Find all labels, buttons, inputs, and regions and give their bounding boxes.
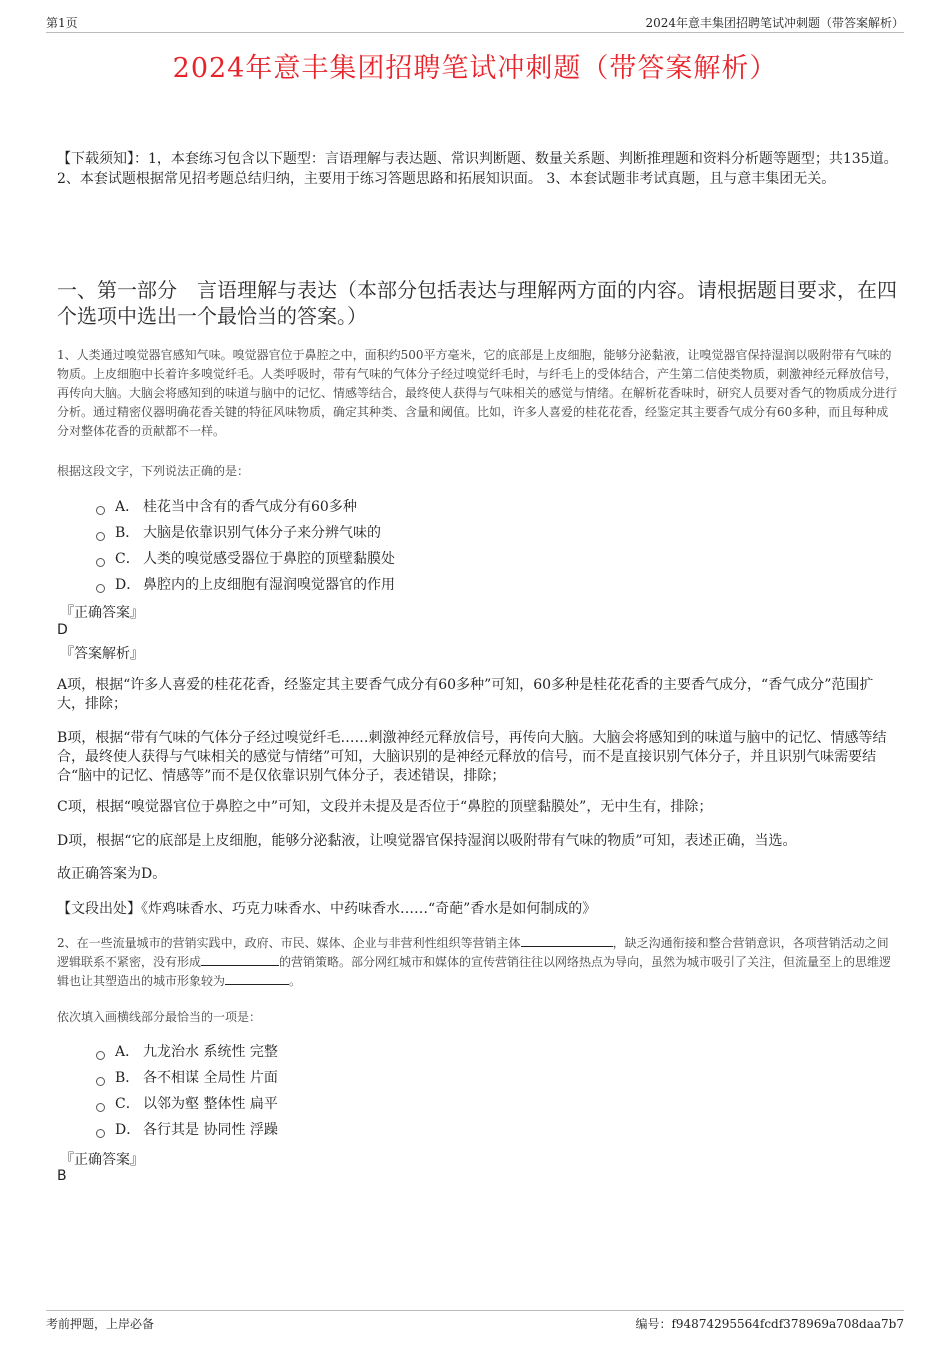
analysis-a: A项，根据“许多人喜爱的桂花花香，经鉴定其主要香气成分有60多种”可知，60多种是桂花花香的主要香气成分，“香气成分”范围扩大，排除； xyxy=(57,677,874,712)
section-heading: 一、第一部分 言语理解与表达（本部分包括表达与理解两方面的内容。请根据题目要求，在四个选项中选出一个最恰当的答案。） xyxy=(57,278,897,328)
analysis-label: 『答案解析』 xyxy=(60,646,144,662)
analysis-b: B项，根据“带有气味的气体分子经过嗅觉纤毛……刺激神经元释放信号，再传向大脑。大脑会将感知到的味道与脑中的记忆、情感等结合，最终使人获得与气味相关的感觉与情绪”可知，大脑识别的是神经元释放的信号，而不是直接识别气体分子，并且识别气味需要结合“脑中的记忆、情感等”而不是仅依靠识别气体分子，表述错误，排除； xyxy=(57,730,887,784)
radio-icon[interactable] xyxy=(96,506,105,515)
option-b[interactable]: B． 大脑是依靠识别气体分子来分辨气味的 xyxy=(96,519,395,545)
answer-label: 『正确答案』 xyxy=(60,1152,144,1168)
answer-value: D xyxy=(57,622,68,638)
option-a[interactable]: A． 九龙治水 系统性 完整 xyxy=(96,1038,278,1064)
radio-icon[interactable] xyxy=(96,1103,105,1112)
option-d[interactable]: D． 各行其是 协同性 浮躁 xyxy=(96,1116,278,1142)
question-1-stem: 1、人类通过嗅觉器官感知气味。嗅觉器官位于鼻腔之中，面积约500平方毫米，它的底部是上皮细胞，能够分泌黏液，让嗅觉器官保持湿润以吸附带有气味的物质。上皮细胞中长着许多嗅觉纤毛。人类呼吸时，带有气味的气体分子经过嗅觉纤毛时，与纤毛上的受体结合，产生第二信使类物质，刺激神经元释放信号，再传向大脑。大脑会将感知到的味道与脑中的记忆、情感等结合，最终使人获得与气味相关的感觉与情绪。在解析花香味时，研究人员要对香气的物质成分进行分析。通过精密仪器明确花香关键的特征风味物质，确定其种类、含量和阈值。比如，许多人喜爱的桂花花香，经鉴定其主要香气成分有60多种，而且每种成分对整体花香的贡献都不一样。 xyxy=(57,348,898,438)
page-footer xyxy=(46,1310,904,1331)
analysis-conclusion: 故正确答案为D。 xyxy=(57,866,167,882)
answer-value: B xyxy=(57,1168,67,1184)
analysis-source: 【文段出处】《炸鸡味香水、巧克力味香水、中药味香水……“奇葩”香水是如何制成的》 xyxy=(57,901,597,917)
option-d[interactable]: D． 鼻腔内的上皮细胞有湿润嗅觉器官的作用 xyxy=(96,571,395,597)
question-1-prompt: 根据这段文字，下列说法正确的是： xyxy=(57,464,250,478)
download-notice: 【下载须知】：1，本套练习包含以下题型：言语理解与表达题、常识判断题、数量关系题、判断推理题和资料分析题等题型；共135道。 2、本套试题根据常见招考题总结归纳，主要用于练习答题思路和拓展知识面。 3、本套试题非考试真题，且与意丰集团无关。 xyxy=(57,151,898,187)
page-number: 第1页 xyxy=(46,16,78,30)
radio-icon[interactable] xyxy=(96,558,105,567)
radio-icon[interactable] xyxy=(96,532,105,541)
fill-blank[interactable] xyxy=(521,934,613,947)
radio-icon[interactable] xyxy=(96,1051,105,1060)
footer-doc-id: 编号：f94874295564fcdf378969a708daa7b7 xyxy=(635,1317,904,1331)
fill-blank[interactable] xyxy=(201,953,279,966)
option-c[interactable]: C． 人类的嗅觉感受器位于鼻腔的顶壁黏膜处 xyxy=(96,545,395,571)
analysis-d: D项，根据“它的底部是上皮细胞，能够分泌黏液，让嗅觉器官保持湿润以吸附带有气味的物质”可知，表述正确，当选。 xyxy=(57,833,797,849)
question-2-options xyxy=(96,1038,278,1142)
page-title: 2024年意丰集团招聘笔试冲刺题（带答案解析） xyxy=(172,53,778,84)
option-b[interactable]: B． 各不相谋 全局性 片面 xyxy=(96,1064,278,1090)
radio-icon[interactable] xyxy=(96,1129,105,1138)
header-doc-title: 2024年意丰集团招聘笔试冲刺题（带答案解析） xyxy=(645,16,904,30)
question-1-options xyxy=(96,493,395,597)
question-2-stem: 2、在一些流量城市的营销实践中，政府、市民、媒体、企业与非营利性组织等营销主体 ，缺乏沟通衔接和整合营销意识，各项营销活动之间逻辑联系不紧密，没有形成 的营销策略。部分网红城市和媒体的宣传营销往往以网络热点为导向，虽然为城市吸引了关注，但流量至上的思维逻辑也让其塑造出的城市形象较为 。 xyxy=(57,936,892,988)
footer-slogan: 考前押题，上岸必备 xyxy=(46,1317,155,1331)
option-c[interactable]: C． 以邻为壑 整体性 扁平 xyxy=(96,1090,278,1116)
radio-icon[interactable] xyxy=(96,584,105,593)
answer-label: 『正确答案』 xyxy=(60,605,144,621)
radio-icon[interactable] xyxy=(96,1077,105,1086)
fill-blank[interactable] xyxy=(225,972,289,985)
page-header xyxy=(46,14,904,33)
analysis-c: C项，根据“嗅觉器官位于鼻腔之中”可知，文段并未提及是否位于“鼻腔的顶壁黏膜处”，无中生有，排除； xyxy=(57,799,713,815)
option-a[interactable]: A． 桂花当中含有的香气成分有60多种 xyxy=(96,493,395,519)
question-2-prompt: 依次填入画横线部分最恰当的一项是： xyxy=(57,1010,262,1024)
